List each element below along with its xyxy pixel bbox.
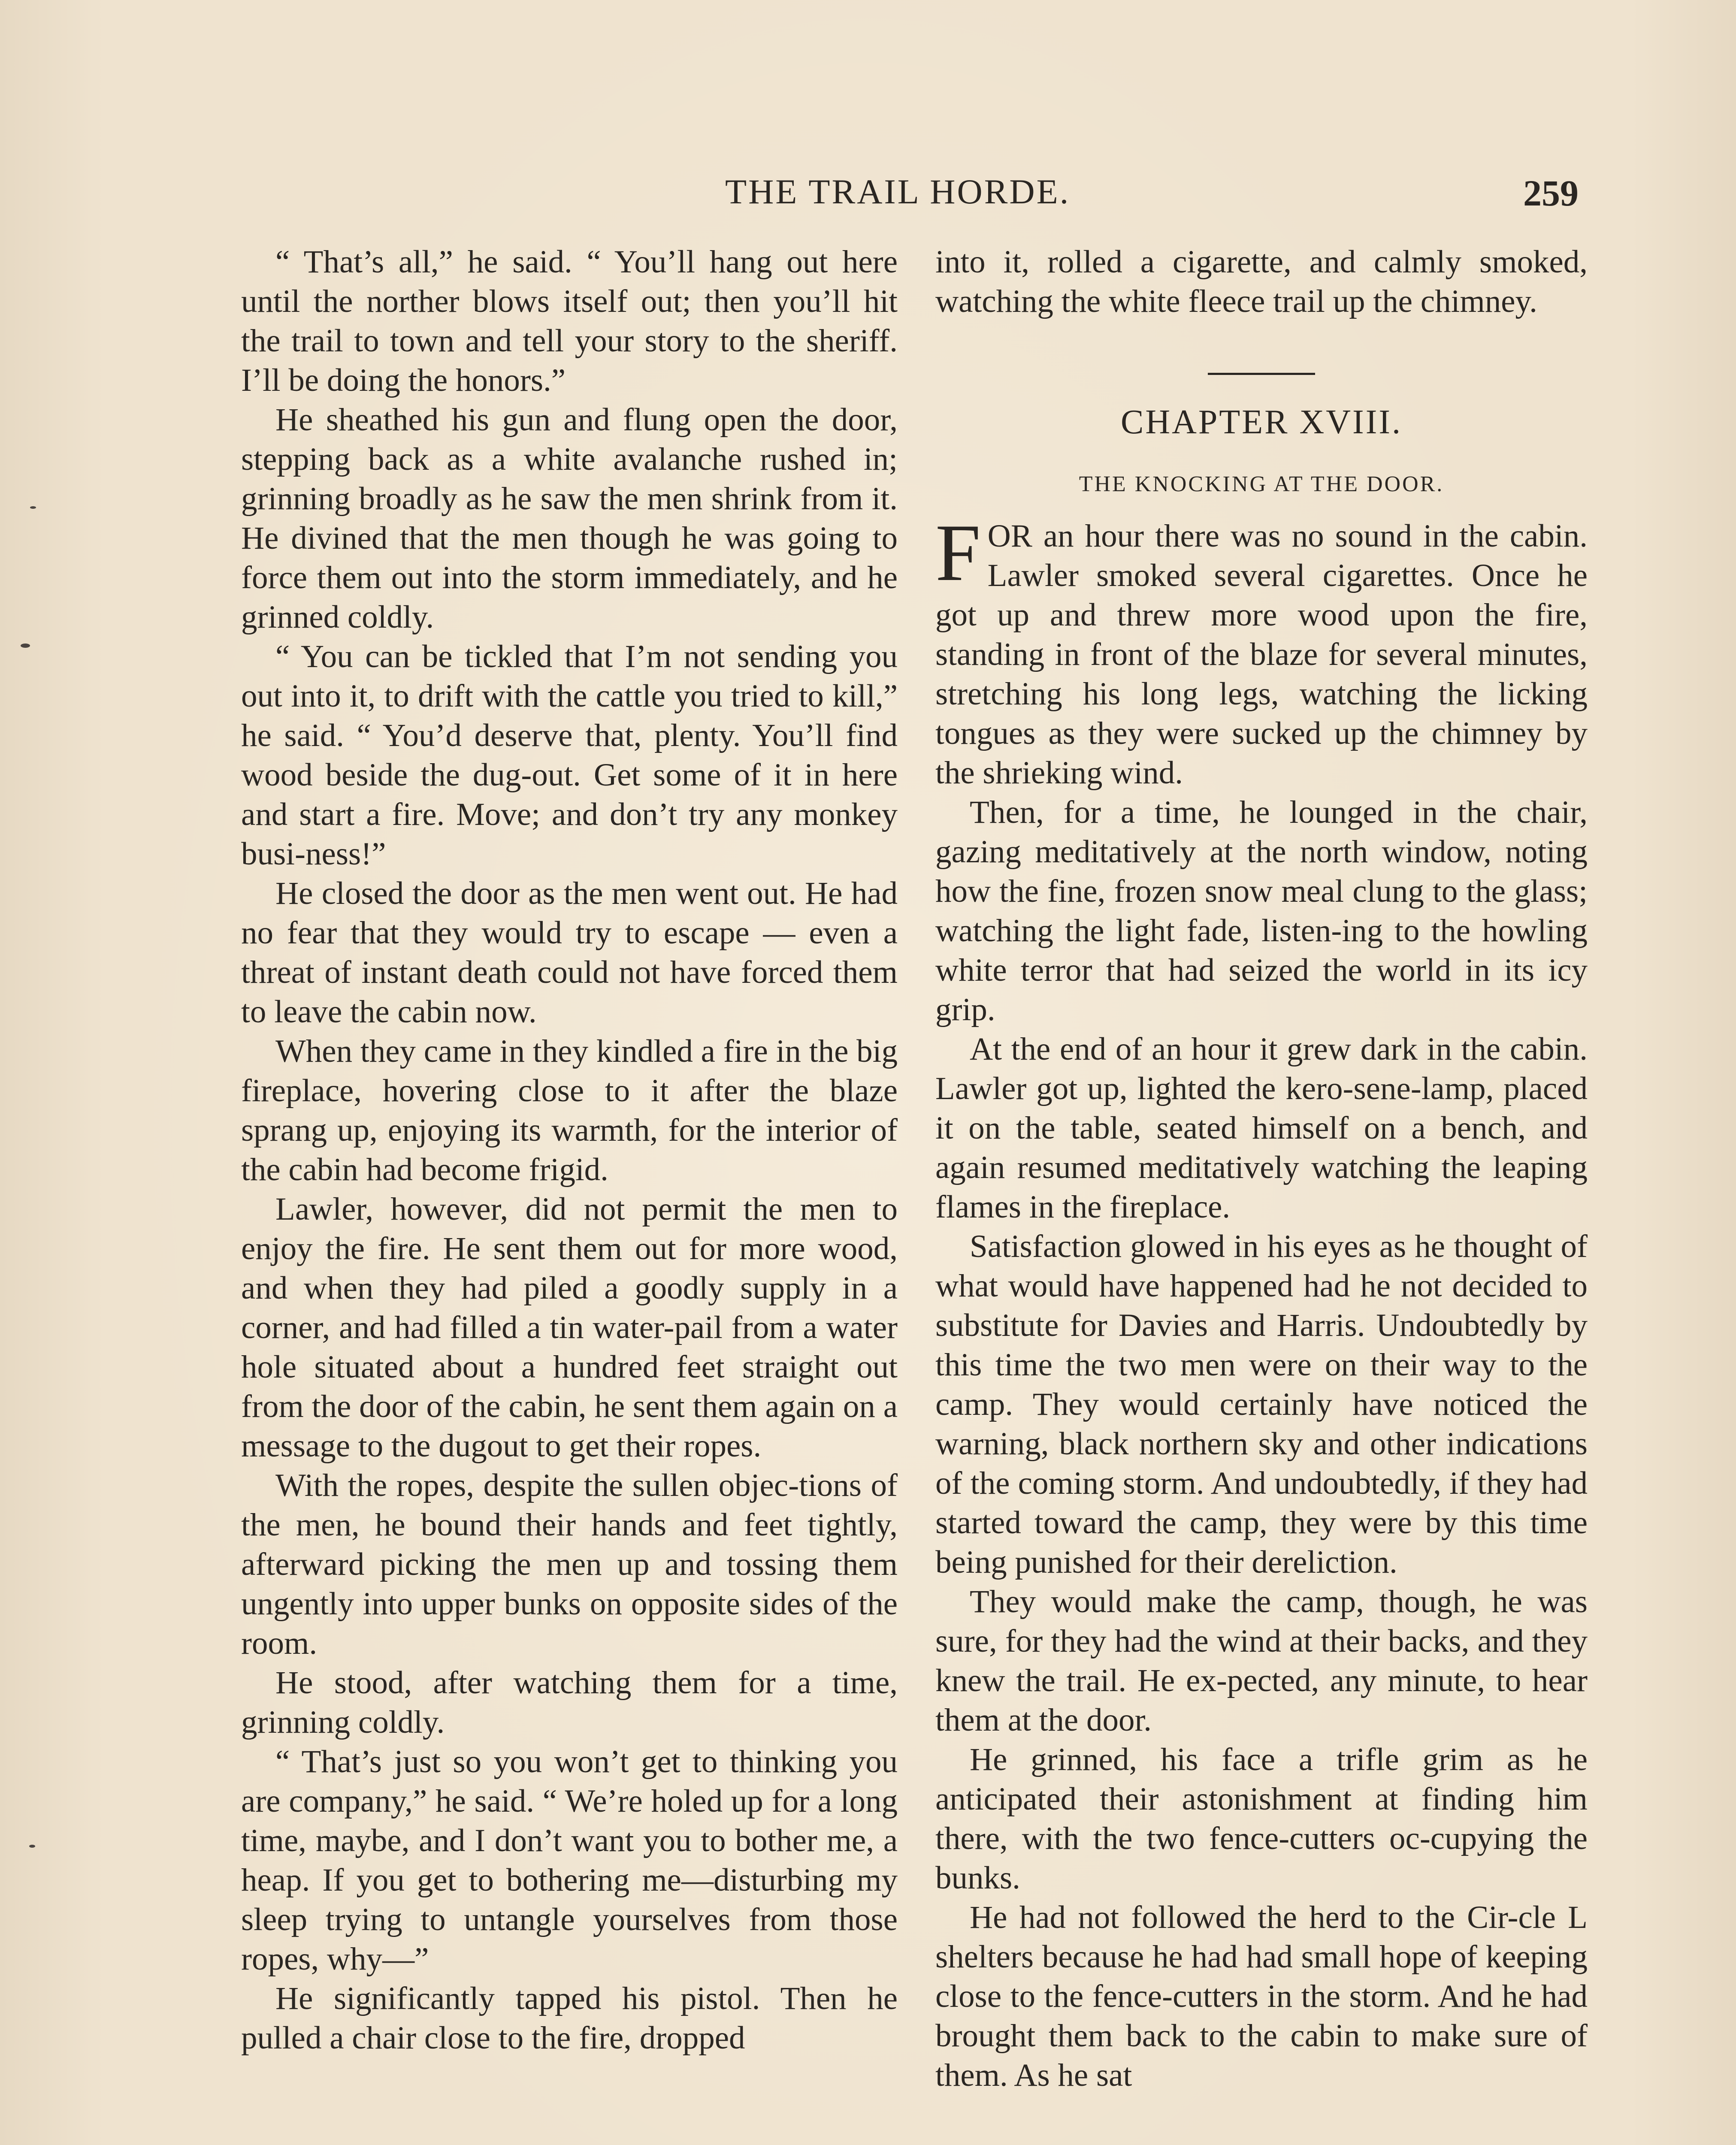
paper-speck — [30, 506, 36, 509]
paragraph: He sheathed his gun and flung open the door, stepping back as a white avalanche rushed in; grinning broadly as he saw the men shrink from it. He divined that the men though he was going to force them out into the storm immediately, and he grinned coldly. — [241, 402, 898, 635]
paragraph: With the ropes, despite the sullen objec-tions of the men, he bound their hands and feet tightly, afterward picking the men up and tossing them ungently into upper bunks on opposite sides of the room. — [241, 1468, 898, 1661]
paragraph: Lawler, however, did not permit the men to enjoy the fire. He sent them out for more wood, and when they had piled a goodly supply in a corner, and had filled a tin water-pail from a water hole situated about a hundred feet straight out from the door of the cabin, he sent them again on a message to the dugout to get their ropes. — [241, 1191, 898, 1464]
paragraph: He stood, after watching them for a time, grinning coldly. — [241, 1665, 898, 1740]
paragraph: “ You can be tickled that I’m not sending you out into it, to drift with the cattle you tried to kill,” he said. “ You’d deserve that, plenty. You’ll find wood beside the dug-out. Get some of it in here and start a fire. Move; and don’t try any monkey busi-ness!” — [241, 639, 898, 872]
chapter-opening-paragraph — [935, 508, 1588, 793]
section-divider — [1208, 373, 1315, 375]
paragraph: He grinned, his face a trifle grim as he anticipated their astonishment at finding him there, with the two fence-cutters oc-cupying the bunks. — [935, 1742, 1588, 1896]
paragraph: He significantly tapped his pistol. Then he pulled a chair close to the fire, dropped — [241, 1981, 898, 2056]
paragraph: “ That’s just so you won’t get to thinking you are company,” he said. “ We’re holed up for a long time, maybe, and I don’t want you to bother me, a heap. If you get to bothering me—disturbing my sleep trying to untangle yourselves from those ropes, why—” — [241, 1744, 898, 1977]
paper-speck — [21, 644, 30, 648]
paper-speck — [29, 1845, 35, 1848]
paragraph: At the end of an hour it grew dark in the cabin. Lawler got up, lighted the kero-sene-lamp, placed it on the table, seated himself on a bench, and again resumed meditatively watching the leaping flames in the fireplace. — [935, 1031, 1588, 1225]
running-head-title: THE TRAIL HORDE. — [725, 172, 1071, 211]
paragraph: When they came in they kindled a fire in the big fireplace, hovering close to it after the blaze sprang up, enjoying its warmth, for the interior of the cabin had become frigid. — [241, 1033, 898, 1187]
page-number: 259 — [1523, 172, 1579, 214]
opening-text: OR an hour there was no sound in the cabin. Lawler smoked several cigarettes. Once he got up and threw more wood upon the fire, standing in front of the blaze for several minutes, stretching his long legs, watching the licking tongues as they were sucked up the chimney by the shrieking wind. — [935, 518, 1588, 791]
chapter-title: CHAPTER XVIII. — [1121, 403, 1402, 441]
chapter-subtitle: THE KNOCKING AT THE DOOR. — [1079, 472, 1444, 496]
right-text-column — [935, 242, 1588, 2095]
paragraph: He closed the door as the men went out. He had no fear that they would try to escape — even a threat of instant death could not have forced them to leave the cabin now. — [241, 876, 898, 1030]
paragraph: Then, for a time, he lounged in the chair, gazing meditatively at the north window, noting how the fine, frozen snow meal clung to the glass; watching the light fade, listen-ing to the howling white terror that had seized the world in its icy grip. — [935, 795, 1588, 1027]
paragraph: He had not followed the herd to the Cir-cle L shelters because he had had small hope of keeping close to the fence-cutters in the storm. And he had brought them back to the cabin to make sure of them. As he sat — [935, 1900, 1588, 2093]
drop-cap: F — [935, 508, 981, 598]
left-text-column — [241, 242, 898, 2058]
paragraph: “ That’s all,” he said. “ You’ll hang out here until the norther blows itself out; then you’ll hit the trail to town and tell your story to the sheriff. I’ll be doing the honors.” — [241, 244, 898, 398]
paragraph: Satisfaction glowed in his eyes as he thought of what would have happened had he not decided to substitute for Davies and Harris. Undoubtedly by this time the two men were on their way to the camp. They would certainly have noticed the warning, black northern sky and other indications of the coming storm. And undoubtedly, if they had started toward the camp, they were by this time being punished for their dereliction. — [935, 1229, 1588, 1580]
continued-paragraph: into it, rolled a cigarette, and calmly smoked, watching the white fleece trail up the chimney. — [935, 244, 1588, 319]
paragraph: They would make the camp, though, he was sure, for they had the wind at their backs, and they knew the trail. He ex-pected, any minute, to hear them at the door. — [935, 1584, 1588, 1738]
